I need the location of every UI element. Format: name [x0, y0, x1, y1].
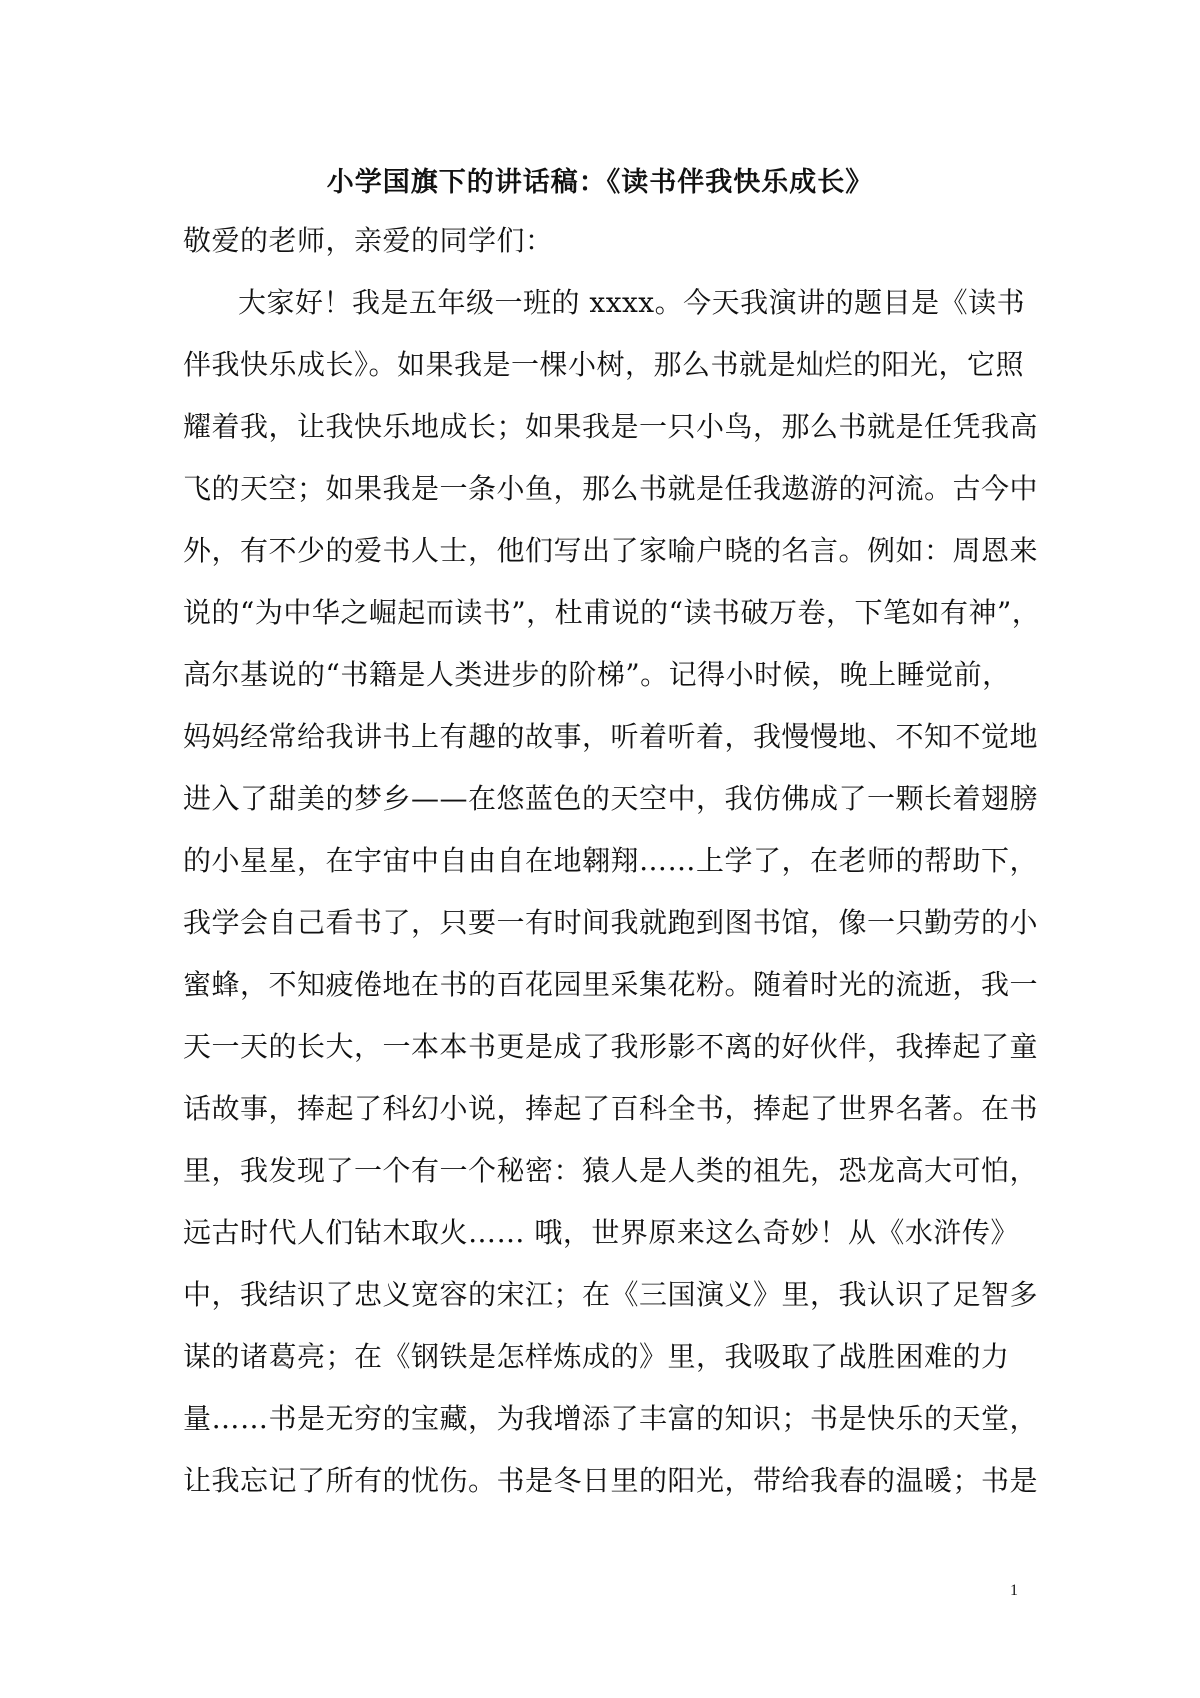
paragraph-line: 外，有不少的爱书人士，他们写出了家喻户晓的名言。例如：周恩来 — [183, 534, 1039, 567]
paragraph-line: 飞的天空；如果我是一条小鱼，那么书就是任我遨游的河流。古今中 — [183, 472, 1039, 505]
paragraph-line: 进入了甜美的梦乡——在悠蓝色的天空中，我仿佛成了一颗长着翅膀 — [183, 782, 1039, 815]
paragraph-line: 妈妈经常给我讲书上有趣的故事，听着听着，我慢慢地、不知不觉地 — [183, 720, 1039, 753]
page-number: 1 — [1010, 1582, 1018, 1599]
paragraph-line: 天一天的长大，一本本书更是成了我形影不离的好伙伴，我捧起了童 — [183, 1030, 1039, 1063]
paragraph-line: 里，我发现了一个有一个秘密：猿人是人类的祖先，恐龙高大可怕， — [183, 1154, 1039, 1187]
paragraph-line: 让我忘记了所有的忧伤。书是冬日里的阳光，带给我春的温暖；书是 — [183, 1464, 1039, 1497]
paragraph-line: 的小星星，在宇宙中自由自在地翱翔……上学了，在老师的帮助下， — [183, 844, 1039, 877]
paragraph-line: 耀着我，让我快乐地成长；如果我是一只小鸟，那么书就是任凭我高 — [183, 410, 1039, 443]
paragraph-line: 中，我结识了忠义宽容的宋江；在《三国演义》里，我认识了足智多 — [183, 1278, 1039, 1311]
paragraph-line: 蜜蜂，不知疲倦地在书的百花园里采集花粉。随着时光的流逝，我一 — [183, 968, 1039, 1001]
page-title: 小学国旗下的讲话稿：《读书伴我快乐成长》 — [326, 167, 874, 198]
paragraph-line: 说的“为中华之崛起而读书”，杜甫说的“读书破万卷，下笔如有神”， — [183, 596, 1041, 629]
paragraph-line: 远古时代人们钻木取火…… 哦，世界原来这么奇妙！从《水浒传》 — [183, 1216, 1019, 1249]
paragraph-line: 我学会自己看书了，只要一有时间我就跑到图书馆，像一只勤劳的小 — [183, 906, 1039, 939]
salutation: 敬爱的老师，亲爱的同学们： — [183, 224, 554, 257]
paragraph-line: 高尔基说的“书籍是人类进步的阶梯”。记得小时候，晚上睡觉前， — [183, 658, 1011, 691]
paragraph-line: 量……书是无穷的宝藏，为我增添了丰富的知识；书是快乐的天堂， — [183, 1402, 1039, 1435]
paragraph-line: 话故事，捧起了科幻小说，捧起了百科全书，捧起了世界名著。在书 — [183, 1092, 1039, 1125]
paragraph-line: 谋的诸葛亮；在《钢铁是怎样炼成的》里，我吸取了战胜困难的力 — [183, 1340, 1010, 1373]
paragraph-line: 伴我快乐成长》。如果我是一棵小树，那么书就是灿烂的阳光，它照 — [183, 348, 1025, 381]
paragraph-line: 大家好！我是五年级一班的 xxxx。今天我演讲的题目是《读书 — [238, 286, 1026, 319]
